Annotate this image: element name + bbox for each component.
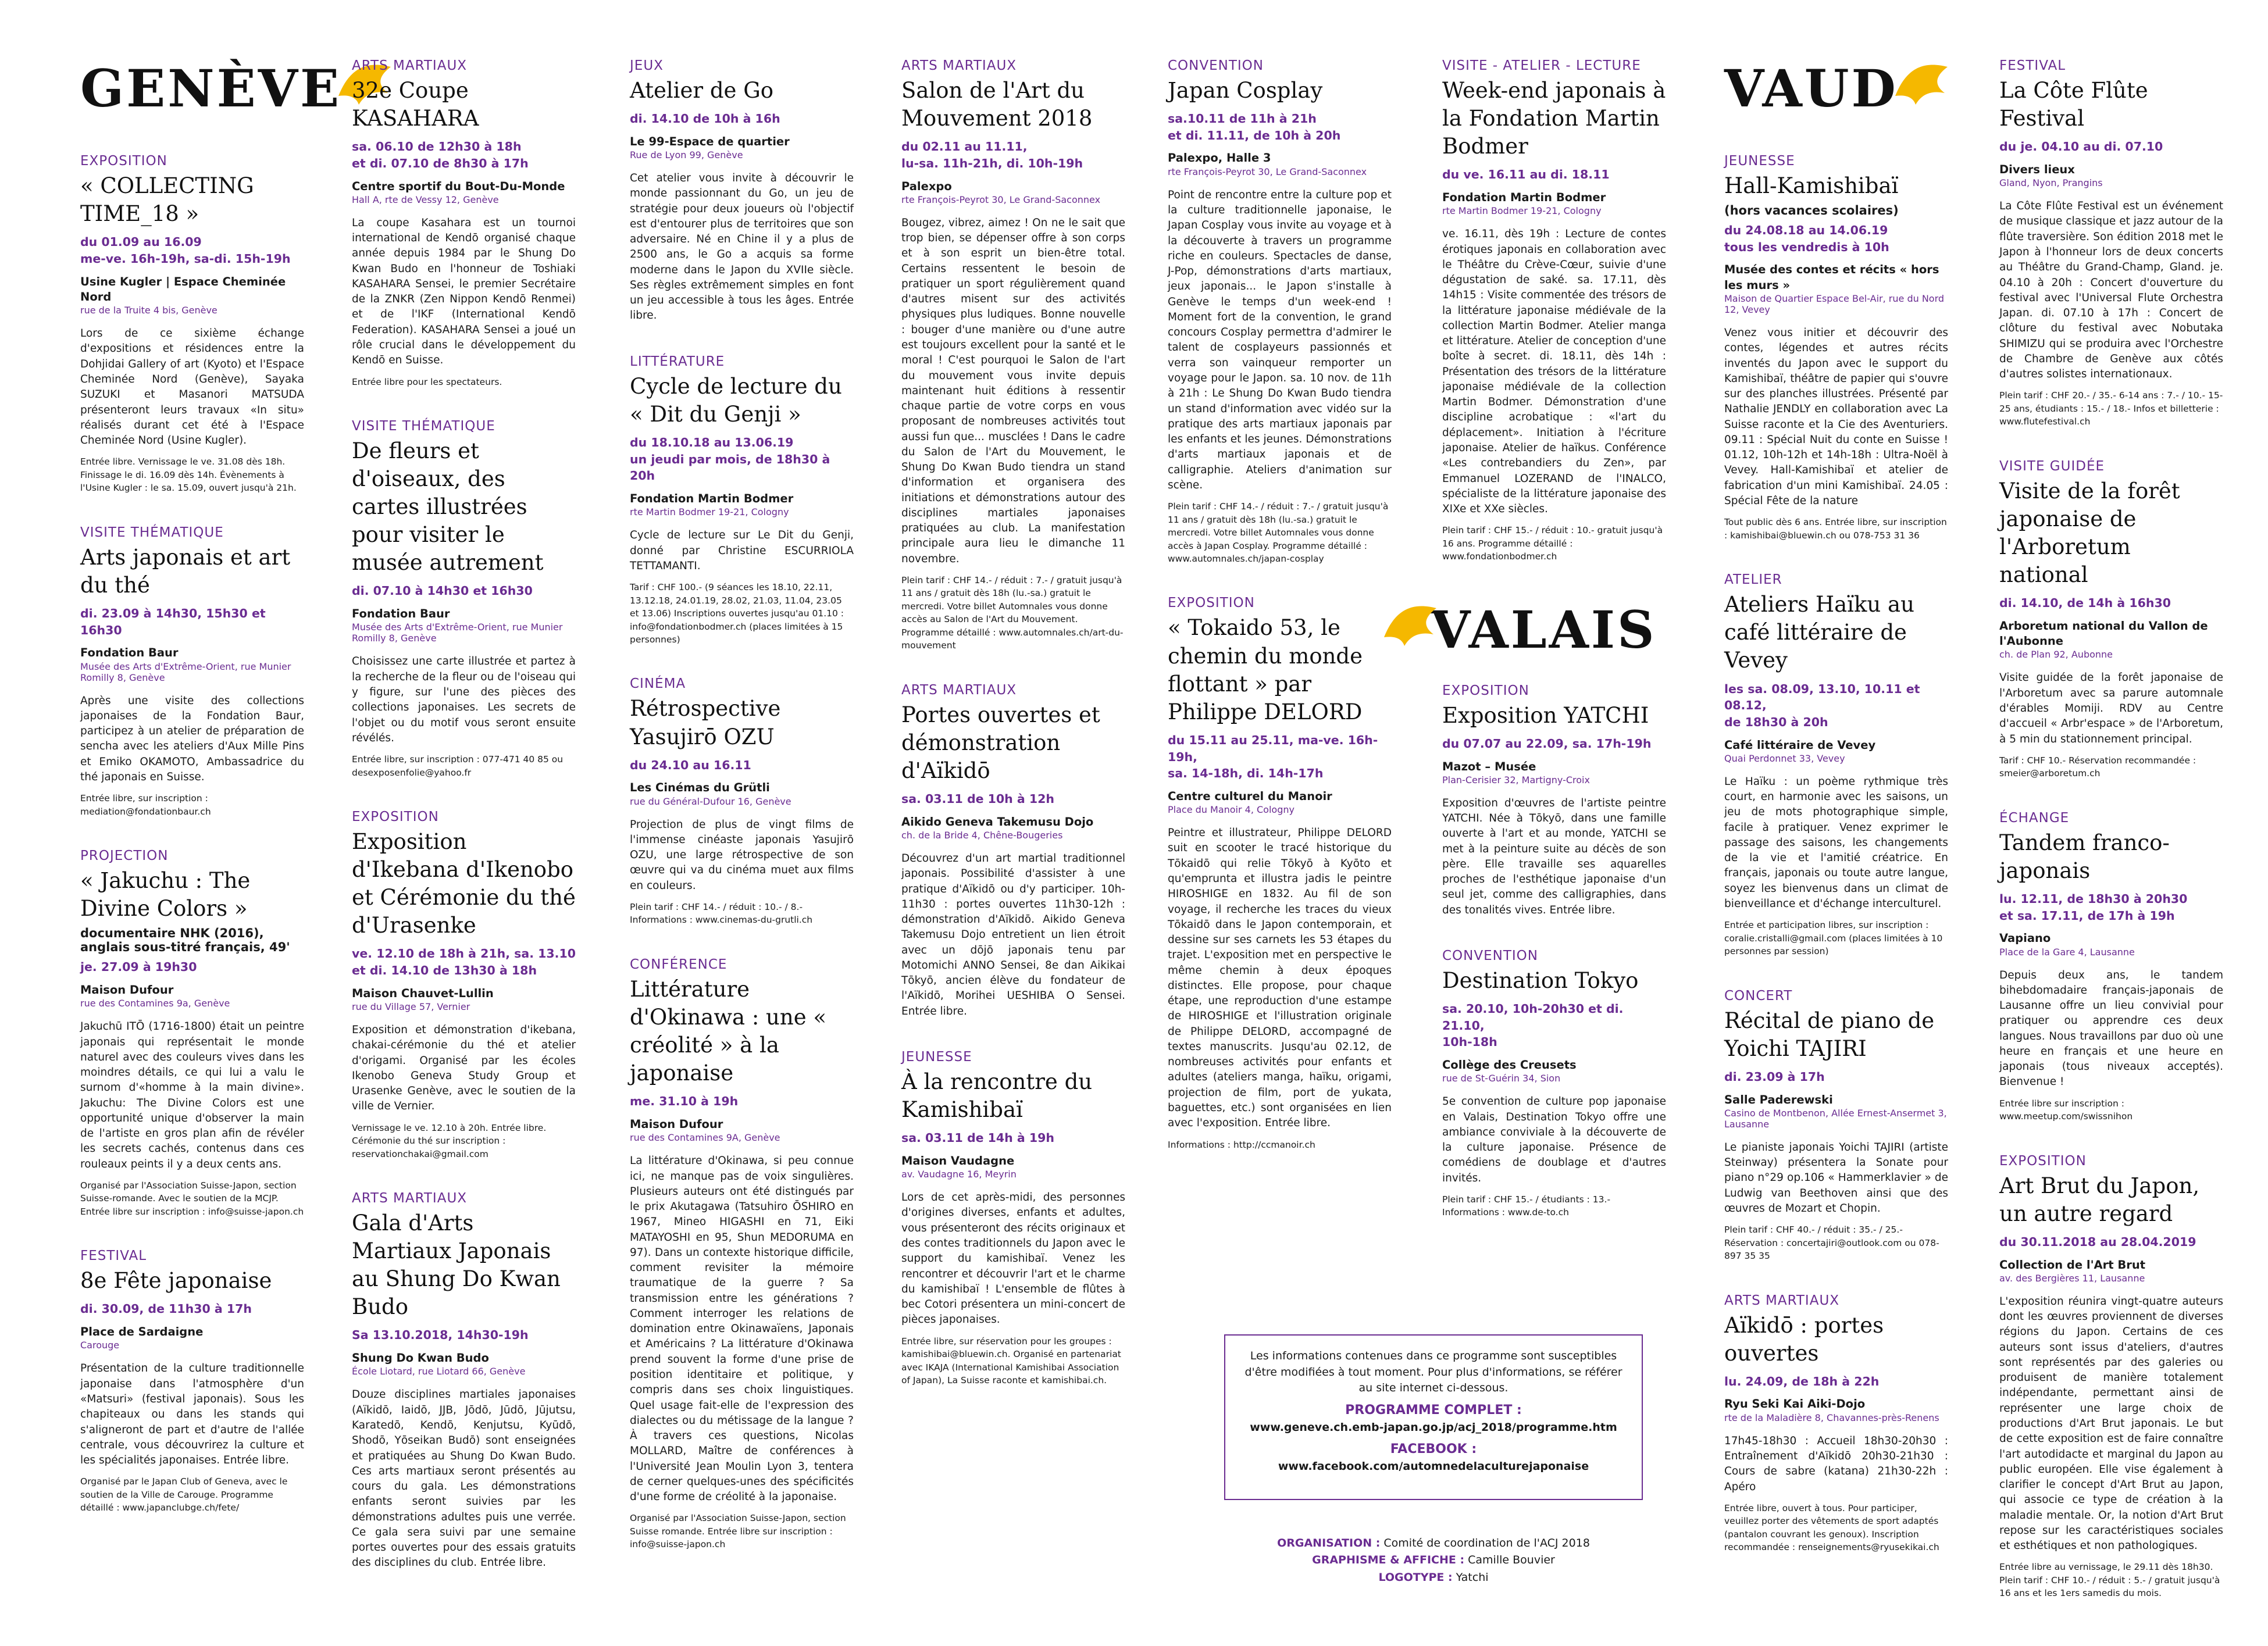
event-venue: Fondation Baur xyxy=(80,646,179,660)
event-venue-block xyxy=(1168,151,1392,177)
event-description: Le pianiste japonais Yoichi TAJIRI (artiste Steinway) présentera la Sonate pour piano n°29 op.106 « Hammerklavier » de Ludwig van Beethoven ainsi que des œuvres de Mozart et Chopin. xyxy=(1724,1141,1948,1215)
program-label: PROGRAMME COMPLET : xyxy=(1345,1402,1522,1418)
event-venue: Usine Kugler | Espace Cheminée Nord xyxy=(80,274,286,304)
event-date: sa. 20.10, 10h-20h30 et di. 21.10, 10h-18h xyxy=(1442,1002,1624,1049)
event-venue-block xyxy=(352,1351,576,1377)
event-title: Art Brut du Japon, un autre regard xyxy=(1999,1173,2200,1226)
event-note: Entrée libre. Vernissage le ve. 31.08 dès 18h. Finissage le di. 16.09 dès 14h. Évènements à l'Usine Kugler : le sa. 15.09, ouvert jusqu'à 21h. xyxy=(80,456,297,494)
event-title: Arts japonais et art du thé xyxy=(80,544,291,598)
column-1 xyxy=(80,58,342,1545)
event-venue-block xyxy=(352,179,576,205)
event-venue: Maison Chauvet-Lullin xyxy=(352,986,494,1000)
event-date: di. 23.09 à 14h30, 15h30 et 16h30 xyxy=(80,606,266,637)
event-category: CONFÉRENCE xyxy=(630,956,728,972)
column-3 xyxy=(630,58,854,1581)
event-subtitle: (hors vacances scolaires) xyxy=(1724,203,1899,218)
event-venue-block xyxy=(352,986,576,1012)
event-date: me. 31.10 à 19h xyxy=(630,1094,739,1109)
event-description: Lors de cet après-midi, des personnes d'origines diverses, enfants et adultes, vous présenteront des récits originaux et des contes traditionnels du Japon avec le support du kamishibaï. Venez les rencontrer et découvrir l'art et le charme du kamishibaï ! L'ensemble de flûtes à bec Cotori présentera un mini-concert de pièces japonaises. xyxy=(901,1191,1125,1326)
event-address: Hall A, rte de Vessy 12, Genève xyxy=(352,194,499,205)
maple-leaf-icon xyxy=(1889,61,1953,108)
event-venue: Musée des contes et récits « hors les murs » xyxy=(1724,263,1939,292)
event-date: sa. 06.10 de 12h30 à 18h et di. 07.10 de 8h30 à 17h xyxy=(352,140,529,170)
event-venue-block xyxy=(1442,190,1666,216)
event-category: ARTS MARTIAUX xyxy=(352,58,468,73)
event-category: LITTÉRATURE xyxy=(630,354,725,369)
event-date: di. 14.10, de 14h à 16h30 xyxy=(1999,596,2171,610)
event-description: Exposition et démonstration d'ikebana, chakai-cérémonie du thé et atelier d'origami. Organisé par les écoles Ikenobo Geneva Study Group et Urasenke Genève, avec le soutien de la ville de Vernier. xyxy=(352,1024,576,1113)
event-block xyxy=(1999,459,2223,780)
event-address: rue de St-Guérin 34, Sion xyxy=(1442,1073,1561,1084)
event-venue-block xyxy=(80,274,304,316)
event-category: JEUNESSE xyxy=(1724,153,1795,169)
event-title: Cycle de lecture du « Dit du Genji » xyxy=(630,373,842,427)
event-note: Plein tarif : CHF 15.- / réduit : 10.- gratuit jusqu'à 16 ans. Programme détaillé : www.fondationbodmer.ch xyxy=(1442,525,1663,562)
event-venue: Ryu Seki Kai Aiki-Dojo xyxy=(1724,1397,1866,1411)
event-title: « Tokaido 53, le chemin du monde flottant » par Philippe DELORD xyxy=(1168,615,1363,724)
event-date: lu. 24.09, de 18h à 22h xyxy=(1724,1374,1880,1388)
event-category: JEUX xyxy=(630,58,664,73)
event-note: Entrée libre au vernissage, le 29.11 dès 18h30. Plein tarif : CHF 10.- / réduit : 5.- / gratuit jusqu'à 16 ans et les 1ers samedis du mois. xyxy=(1999,1562,2220,1599)
event-venue-block xyxy=(630,134,854,160)
event-category: ARTS MARTIAUX xyxy=(1724,1292,1840,1308)
event-venue: Salle Paderewski xyxy=(1724,1092,1833,1106)
event-title: Hall-Kamishibaï xyxy=(1724,173,1899,198)
event-venue: Palexpo, Halle 3 xyxy=(1168,151,1271,165)
event-category: ARTS MARTIAUX xyxy=(352,1191,468,1206)
event-note: Plein tarif : CHF 14.- / réduit : 7.- / gratuit jusqu'à 11 ans / gratuit dès 18h (lu.-sa.) gratuit le mercredi. Votre billet Automnales vous donne accès à Japan Cosplay. Programme détaillé : www.automnales.ch/japan-cosplay xyxy=(1168,501,1389,564)
event-address: rte Martin Bodmer 19-21, Cologny xyxy=(630,506,789,518)
event-date: du 01.09 au 16.09 me-ve. 16h-19h, sa-di. 15h-19h xyxy=(80,235,291,266)
event-block xyxy=(630,58,854,324)
event-block xyxy=(1724,1293,1948,1554)
event-category: FESTIVAL xyxy=(1999,58,2066,73)
events-col-1 xyxy=(80,153,304,1515)
event-address: rue du Village 57, Vernier xyxy=(352,1001,470,1013)
event-venue: Fondation Baur xyxy=(352,607,450,621)
event-description: Visite guidée de la forêt japonaise de l'Arboretum avec sa parure automnale d'érables Momiji. RDV au Centre d'accueil « Arbr'espace » de l'Arboretum, à 5 min du stationnement principal. xyxy=(1999,672,2223,745)
event-venue: Aikido Geneva Takemusu Dojo xyxy=(901,815,1094,829)
event-note: Entrée libre pour les spectateurs. xyxy=(352,376,502,387)
event-venue-block xyxy=(80,983,304,1009)
event-description: Projection de plus de vingt films de l'immense cinéaste japonais Yasujirō OZU, une large rétrospective de son œuvre qui va du cinéma muet aux films en couleurs. xyxy=(630,818,854,892)
event-block xyxy=(352,419,576,779)
event-venue: Les Cinémas du Grütli xyxy=(630,781,770,795)
event-venue-block xyxy=(630,1117,854,1143)
event-title: Littérature d'Okinawa : une « créolité » à la japonaise xyxy=(630,976,827,1086)
event-title: Aïkidō : portes ouvertes xyxy=(1724,1312,1884,1366)
event-block xyxy=(630,676,854,926)
event-title: Atelier de Go xyxy=(630,78,774,103)
event-description: Présentation de la culture traditionnelle japonaise dans l'atmosphère d'un «Matsuri» (festival japonais). Sous les chapiteaux ou dans les stands qui s'aligneront de part et d'autre de l'allée centrale, vous découvrirez la culture et les spécialités japonaises. Entrée libre. xyxy=(80,1362,304,1467)
event-venue: Mazot – Musée xyxy=(1442,759,1536,773)
event-address: rte Martin Bodmer 19-21, Cologny xyxy=(1442,205,1602,217)
event-title: 32e Coupe KASAHARA xyxy=(352,78,479,131)
column-2 xyxy=(352,58,576,1601)
event-address: rte François-Peyrot 30, Le Grand-Saconnex xyxy=(1168,166,1367,177)
event-block xyxy=(630,957,854,1551)
event-venue-block xyxy=(1724,262,1948,315)
event-title: Exposition YATCHI xyxy=(1442,702,1649,728)
event-note: Tarif : CHF 100.- (9 séances les 18.10, 22.11, 13.12.18, 24.01.19, 28.02, 21.03, 11.04, 23.05 et 13.06) Inscriptions ouvertes jusqu'au 01.10 : info@fondationbodmer.ch (places limitées à 15 personnes) xyxy=(630,582,844,645)
event-block xyxy=(80,1248,304,1514)
event-address: av. Vaudagne 16, Meyrin xyxy=(901,1169,1017,1180)
event-note: Plein tarif : CHF 14.- / réduit : 7.- / gratuit jusqu'à 11 ans / gratuit dès 18h (lu.-sa.) gratuit le mercredi. Votre billet Automnales vous donne accès au Salon de l'Art du Mouvement. Programme détaillé : www.automnales.ch/art-du-mouvement xyxy=(901,574,1124,651)
event-venue-block xyxy=(901,1154,1125,1180)
event-venue: Centre culturel du Manoir xyxy=(1168,789,1332,803)
event-address: Quai Perdonnet 33, Vevey xyxy=(1724,752,1845,764)
event-title: Week-end japonais à la Fondation Martin Bodmer xyxy=(1442,78,1666,159)
event-block xyxy=(630,354,854,647)
column-4 xyxy=(901,58,1125,1417)
event-venue: Vapiano xyxy=(1999,931,2051,945)
event-description: Lors de ce sixième échange d'expositions et résidences entre la Dohjidai Gallery of art (Kyoto) et l'Espace Cheminée Nord (Genève), Sayaka SUZUKI et Masanori MATSUDA présenteront leurs travaux «In situ» réalisés durant cet été à l'Espace Cheminée Nord (Usine Kugler). xyxy=(80,327,304,447)
event-venue: Shung Do Kwan Budo xyxy=(352,1351,489,1365)
event-block xyxy=(1724,153,1948,542)
event-block xyxy=(352,58,576,388)
event-address: Rue de Lyon 99, Genève xyxy=(630,149,743,161)
event-address: École Liotard, rue Liotard 66, Genève xyxy=(352,1366,526,1377)
event-date: sa.10.11 de 11h à 21h et di. 11.11, de 10h à 20h xyxy=(1168,112,1341,142)
event-venue-block xyxy=(1724,1092,1948,1130)
event-note: Vernissage le ve. 12.10 à 20h. Entrée libre. Cérémonie du thé sur inscription : reservationchakai@gmail.com xyxy=(352,1122,547,1159)
event-category: EXPOSITION xyxy=(1442,683,1529,698)
event-venue: Collection de l'Art Brut xyxy=(1999,1258,2146,1272)
event-title: Rétrospective Yasujirō OZU xyxy=(630,696,781,749)
event-note: Plein tarif : CHF 15.- / étudiants : 13.- Informations : www.de-to.ch xyxy=(1442,1194,1611,1218)
facebook-label: FACEBOOK : xyxy=(1390,1442,1477,1457)
event-venue-block xyxy=(1999,931,2223,957)
event-date: du je. 04.10 au di. 07.10 xyxy=(1999,140,2163,154)
event-category: VISITE - ATELIER - LECTURE xyxy=(1442,58,1641,73)
event-description: Choisissez une carte illustrée et partez à la recherche de la fleur ou de l'oiseau qui y figure, sur l'une des pièces des collections japonaises. Les secrets de l'objet ou du motif vous seront ensuite révélés. xyxy=(352,655,576,744)
event-venue: Place de Sardaigne xyxy=(80,1325,204,1339)
event-address: rte de la Maladière 8, Chavannes-près-Renens xyxy=(1724,1412,1939,1423)
event-block xyxy=(352,809,576,1161)
event-block xyxy=(1442,948,1666,1219)
event-category: CONVENTION xyxy=(1442,948,1538,963)
event-venue-block xyxy=(630,780,854,806)
event-venue: Centre sportif du Bout-Du-Monde xyxy=(352,179,565,193)
event-date: du 02.11 au 11.11, lu-sa. 11h-21h, di. 10h-19h xyxy=(901,140,1083,170)
event-address: rue des Contamines 9a, Genève xyxy=(80,998,230,1009)
event-address: Musée des Arts d'Extrême-Orient, rue Munier Romilly 8, Genève xyxy=(352,622,563,644)
event-venue: Palexpo xyxy=(901,179,952,193)
event-date: sa. 03.11 de 10h à 12h xyxy=(901,792,1055,806)
event-category: EXPOSITION xyxy=(1168,595,1255,611)
event-title: Portes ouvertes et démonstration d'Aïkidō xyxy=(901,702,1100,783)
event-note: Entrée libre, ouvert à tous. Pour participer, veuillez porter des vêtements de sport adaptés (pantalon couvrant les genoux). Inscription recommandée : renseignements@ryusekikai.ch xyxy=(1724,1502,1939,1553)
column-5 xyxy=(1168,58,1392,1181)
event-description: 5e convention de culture pop japonaise en Valais, Destination Tokyo offre une ambiance conviviale à la découverte de la culture japonaise. Présence de comédiens de doublage et d'autres invités. xyxy=(1442,1095,1666,1184)
info-text: Les informations contenues dans ce programme sont susceptibles d'être modifiées à tout moment. Pour plus d'informations, se référer au site internet ci-dessous. xyxy=(1244,1349,1622,1395)
event-address: ch. de la Bride 4, Chêne-Bougeries xyxy=(901,830,1063,841)
event-venue-block xyxy=(630,491,854,517)
event-title: « Jakuchu : The Divine Colors » xyxy=(80,868,251,922)
event-address: Maison de Quartier Espace Bel-Air, rue du Nord 12, Vevey xyxy=(1724,293,1945,316)
event-description: La coupe Kasahara est un tournoi international de Kendō organisé chaque année depuis 1984 par le Shung Do Kwan Budo en l'honneur de Toshiaki KASAHARA Sensei, le premier Secrétaire de la ZNKR (Zen Nippon Kendō Renmei) et de l'IKF (International Kendō Federation). KASAHARA Sensei a joué un rôle crucial dans le développement du Kendō en Suisse. xyxy=(352,216,576,367)
event-note: Entrée libre, sur inscription : 077-471 40 85 ou desexposenfolie@yahoo.fr xyxy=(352,754,564,778)
event-date: du ve. 16.11 au di. 18.11 xyxy=(1442,167,1610,182)
event-note: Organisé par l'Association Suisse-Japon, section Suisse-romande. Avec le soutien de la MCJP. Entrée libre sur inscription : info@suisse-japon.ch xyxy=(80,1180,304,1217)
event-date: je. 27.09 à 19h30 xyxy=(80,960,197,974)
event-description: Le Haïku : un poème rythmique très court, en harmonie avec les saisons, un jeu de mots photographique simple, facile à pratiquer. Venez exprimer le passage des saisons, les changements de la vie et l'amitié créatrice. En français, japonais ou toute autre langue, soyez les bienvenus dans un climat de bienveillance et d'échange interculturel. xyxy=(1724,775,1948,910)
event-address: rue des Contamines 9A, Genève xyxy=(630,1132,780,1144)
event-venue-block xyxy=(80,1324,304,1351)
event-block xyxy=(1999,58,2223,429)
event-description: Point de rencontre entre la culture pop et la culture traditionnelle japonaise, le Japan Cosplay vous invite au voyage et à la découverte à travers un programme riche en couleurs. Spectacles de danse, J-Pop, démonstrations d'arts martiaux, jeux japonais... le Japon s'installe à Genève le temps d'un week-end ! Moment fort de la convention, le grand concours Cosplay permettra d'admirer le talent de cosplayeurs passionnés et verra son vainqueur remporter un voyage pour le Japon. sa. 10 nov. de 11h à 21h : Le Shung Do Kwan Budo tiendra un stand d'information avec vidéo sur la pratique des arts martiaux japonais par les enfants et les jeunes. Démonstrations d'arts martiaux japonais et de calligraphie. Ateliers d'animation sur scène. xyxy=(1168,188,1392,491)
event-address: Carouge xyxy=(80,1340,120,1351)
event-category: EXPOSITION xyxy=(352,809,439,824)
event-block xyxy=(1442,683,1666,918)
event-block xyxy=(1999,810,2223,1123)
event-description: Cet atelier vous invite à découvrir le monde passionnant du Go, un jeu de stratégie pour deux joueurs où l'objectif est d'entourer plus de territoires que son adversaire. Né en Chine il y a plus de 2500 ans, le Go a acquis sa forme moderne dans le Japon du XVIIe siècle. Ses règles extrêmement simples en font un jeu accessible à tous les âges. Entrée libre. xyxy=(630,172,854,322)
event-title: Tandem franco-japonais xyxy=(1999,830,2170,883)
event-date: lu. 12.11, de 18h30 à 20h30 et sa. 17.11, de 17h à 19h xyxy=(1999,891,2188,923)
event-description: Cycle de lecture sur Le Dit du Genji, donné par Christine ESCURRIOLA TETTAMANTI. xyxy=(630,529,854,572)
event-venue-block xyxy=(1442,1058,1666,1084)
event-venue: Café littéraire de Vevey xyxy=(1724,738,1876,752)
event-subtitle: documentaire NHK (2016), anglais sous-titré français, 49' xyxy=(80,926,290,955)
event-title: Salon de l'Art du Mouvement 2018 xyxy=(901,78,1093,131)
event-description: Jakuchū ITŌ (1716-1800) était un peintre japonais qui représentait le monde naturel avec des couleurs vives dans les moindres détails, ce qui lui a valu le surnom d'«homme à la main divine». Jakuchu: The Divine Colors est une opportunité unique d'observer la main de l'artiste en gros plan afin de révéler les secrets cachés, contenus dans ces rouleaux peints il y a deux cents ans. xyxy=(80,1020,304,1170)
event-block xyxy=(901,683,1125,1019)
event-block xyxy=(1168,595,1392,1151)
event-category: ATELIER xyxy=(1724,572,1782,588)
region-title-geneve: GENÈVE xyxy=(80,58,341,119)
region-title-vaud: VAUD xyxy=(1724,58,1898,119)
event-address: rue du Général-Dufour 16, Genève xyxy=(630,795,791,807)
event-venue-block xyxy=(1724,1397,1948,1423)
event-category: CONCERT xyxy=(1724,988,1793,1004)
event-note: Tout public dès 6 ans. Entrée libre, sur inscription : kamishibai@bluewin.ch ou 078-753 31 36 xyxy=(1724,517,1947,541)
event-category: JEUNESSE xyxy=(901,1049,972,1065)
event-address: Casino de Montbenon, Allée Ernest-Ansermet 3, Lausanne xyxy=(1724,1107,1947,1130)
event-block xyxy=(1724,988,1948,1263)
event-date: di. 07.10 à 14h30 et 16h30 xyxy=(352,584,533,598)
event-note: Entrée libre, sur réservation pour les groupes : kamishibai@bluewin.ch. Organisé en partenariat avec IKAJA (International Kamishibai Association of Japan), La Suisse raconte et kamishibai.ch. xyxy=(901,1336,1121,1386)
event-note: Organisé par l'Association Suisse-Japon, section Suisse romande. Entrée libre sur inscription : info@suisse-japon.ch xyxy=(630,1513,846,1550)
event-title: Japan Cosplay xyxy=(1168,78,1323,103)
event-category: ARTS MARTIAUX xyxy=(901,682,1017,698)
event-category: VISITE GUIDÉE xyxy=(1999,458,2105,474)
program-link[interactable]: www.geneve.ch.emb-japan.go.jp/acj_2018/programme.htm xyxy=(1250,1420,1617,1434)
event-venue-block xyxy=(1724,738,1948,764)
event-block xyxy=(80,525,304,818)
event-date: du 07.07 au 22.09, sa. 17h-19h xyxy=(1442,736,1652,751)
event-date: di. 30.09, de 11h30 à 17h xyxy=(80,1302,252,1316)
event-date: du 15.11 au 25.11, ma-ve. 16h-19h, sa. 14-18h, di. 14h-17h xyxy=(1168,733,1378,781)
event-note: Tarif : CHF 10.- Réservation recommandée : smeier@arboretum.ch xyxy=(1999,755,2196,779)
event-address: av. des Bergières 11, Lausanne xyxy=(1999,1272,2145,1284)
event-date: di. 23.09 à 17h xyxy=(1724,1069,1825,1084)
column-7 xyxy=(1724,58,1948,1584)
event-description: Douze disciplines martiales japonaises (Aïkidō, Iaidō, JJB, Jōdō, Jūdō, Jūjutsu, Karatedō, Kendō, Kenjutsu, Kyūdō, Shodō, Yōseikan Budō) sont enseignées et pratiquées au Shung Do Kwan Budo. Ces arts martiaux seront présentés au cours du gala. Les démonstrations enfants seront suivies par les démonstrations adultes puis une verrée. Ce gala sera suivi par une semaine portes ouvertes pour des essais gratuits des disciplines du club. Entrée libre. xyxy=(352,1388,576,1569)
event-venue: Maison Vaudagne xyxy=(901,1154,1015,1167)
event-venue: Arboretum national du Vallon de l'Aubonne xyxy=(1999,619,2208,648)
event-title: Gala d'Arts Martiaux Japonais au Shung Do Kwan Budo xyxy=(352,1211,561,1320)
event-block xyxy=(352,1191,576,1571)
event-description: Après une visite des collections japonaises de la Fondation Baur, participez à un atelier de préparation de sencha avec les ateliers d'Aux Mille Pins et Emiko OKAMOTO, Ambassadrice du thé japonais en Suisse. xyxy=(80,694,304,783)
event-date: les sa. 08.09, 13.10, 10.11 et 08.12, de 18h30 à 20h xyxy=(1724,681,1920,729)
event-title: 8e Fête japonaise xyxy=(80,1268,272,1294)
event-category: VISITE THÉMATIQUE xyxy=(352,419,495,434)
event-note: Entrée libre sur inscription : www.meetup.com/swissnihon xyxy=(1999,1098,2133,1122)
column-8 xyxy=(1999,58,2223,1630)
event-venue: Divers lieux xyxy=(1999,162,2075,176)
event-venue-block xyxy=(901,815,1125,841)
event-block xyxy=(80,153,304,495)
event-venue: Maison Dufour xyxy=(630,1117,723,1131)
event-description: La littérature d'Okinawa, si peu connue ici, ne manque pas de voix singulières. Plusieurs auteurs ont été distingués par le prix Akutagawa (Tatsuhiro ŌSHIRO en 1967, Mineo HIGASHI en 71, Eiki MATAYOSHI en 95, Shun MEDORUMA en 97). Dans un contexte historique difficile, comment revisiter la mémoire traumatique de la guerre ? Sa transmission entre les générations ? Comment interroger les relations de domination entre Okinawaïens, Japonais et Américains ? La littérature d'Okinawa prend souvent la forme d'une prise de position identitaire et politique, y compris dans ses choix linguistiques. Quel usage fait-elle de l'expression des dialectes ou du métissage de la langue ? À travers ces questions, Nicolas MOLLARD, Maître de conférences à l'Université Jean Moulin Lyon 3, tentera de cerner quelques-unes des spécificités d'une forme de créolité à la japonaise. xyxy=(630,1155,854,1504)
event-block xyxy=(1442,58,1666,563)
event-block xyxy=(901,58,1125,652)
event-block xyxy=(1168,58,1392,565)
event-note: Entrée libre, sur inscription : mediation@fondationbaur.ch xyxy=(80,793,211,817)
event-date: du 24.10 au 16.11 xyxy=(630,758,751,772)
event-description: L'exposition réunira vingt-quatre auteurs dont les œuvres proviennent de diverses régions du Japon. Certains de ces auteurs sont issus d'ateliers, d'autres sont représentés par des galeries ou produisent de manière totalement indépendante, permettant ainsi de représenter une large choix de productions d'Art Brut japonais. Le but de cette exposition est de faire connaître l'art autodidacte et marginal du Japon au public européen. Elle vise également à clarifier le concept d'Art Brut au Japon, qui associe ce type de création à la maladie mentale. Or, la notion d'Art Brut repose sur les caractéristiques sociales et esthétiques et non pathologiques. xyxy=(1999,1295,2223,1552)
event-note: Organisé par le Japan Club of Geneva, avec le soutien de la Ville de Carouge. Programme détaillé : www.japanclubge.ch/fete/ xyxy=(80,1476,288,1513)
event-venue-block xyxy=(1999,619,2223,660)
event-title: « COLLECTING TIME_18 » xyxy=(80,173,254,227)
event-title: La Côte Flûte Festival xyxy=(1999,78,2148,131)
event-category: VISITE THÉMATIQUE xyxy=(80,524,224,540)
event-title: De fleurs et d'oiseaux, des cartes illustrées pour visiter le musée autrement xyxy=(352,438,544,576)
event-venue: Collège des Creusets xyxy=(1442,1058,1577,1072)
event-block xyxy=(80,848,304,1218)
event-block xyxy=(1724,572,1948,958)
maple-leaf-icon xyxy=(1378,602,1442,649)
event-description: ve. 16.11, dès 19h : Lecture de contes érotiques japonais en collaboration avec le Théâtre du Crève-Cœur, suivie d'une dégustation de saké. sa. 17.11, dès 14h15 : Visite commentée des trésors de la littérature japonaise médiévale de la collection Martin Bodmer. Atelier manga et littérature. Atelier de conception d'une boîte à secret. di. 18.11, dès 14h : Présentation des trésors de la littérature japonaise médiévale de la collection Martin Bodmer. Démonstration d'une discipline acrobatique : «l'art du déplacement». Initiation à l'écriture japonaise. Atelier de haïkus. Conférence «Les contrebandiers du Zen», par Emmanuel LOZERAND de l'INALCO, spécialiste de la littérature japonaise des XIXe et XXe siècles. xyxy=(1442,228,1666,516)
event-address: Place du Manoir 4, Cologny xyxy=(1168,804,1295,816)
event-title: Exposition d'Ikebana d'Ikenobo et Cérémonie du thé d'Urasenke xyxy=(352,829,576,938)
event-date: du 18.10.18 au 13.06.19 un jeudi par mois, de 18h30 à 20h xyxy=(630,435,830,483)
event-block xyxy=(901,1049,1125,1387)
event-title: À la rencontre du Kamishibaï xyxy=(901,1069,1093,1123)
event-address: Gland, Nyon, Prangins xyxy=(1999,177,2103,189)
event-category: EXPOSITION xyxy=(80,153,167,169)
facebook-link[interactable]: www.facebook.com/automnedelaculturejaponaise xyxy=(1278,1459,1589,1473)
column-6 xyxy=(1431,58,1666,1249)
event-venue-block xyxy=(901,179,1125,205)
event-venue: Fondation Martin Bodmer xyxy=(630,492,794,505)
credits: ORGANISATION : Comité de coordination de l'ACJ 2018 GRAPHISME & AFFICHE : Camille Bouvier LOGOTYPE : Yatchi xyxy=(1277,1537,1590,1584)
event-description: Peintre et illustrateur, Philippe DELORD suit en scooter le tracé historique du Tōkaidō qui relie Tōkyō à Kyōto et qu'emprunta et illustra jadis le peintre HIROSHIGE en 1832. Au fil de son voyage, il recherche les traces du vieux Tōkaidō dans le Japon contemporain, et dessine sur ses carnets les 53 étapes du trajet. L'exposition met en perspective le même chemin à deux époques distinctes. Elle propose, pour chaque étape, une reproduction d'une estampe de HIROSHIGE et l'illustration originale de Philippe DELORD, accompagné de textes manuscrits. Jusqu'au 02.12, de nombreuses activités pour enfants et adultes (ateliers manga, haïku, origami, projection de film, port de yukata, baguettes, etc.) sont organisées en lien avec l'exposition. Entrée libre. xyxy=(1168,827,1392,1130)
info-box xyxy=(1224,1334,1643,1500)
event-date: ve. 12.10 de 18h à 21h, sa. 13.10 et di. 14.10 de 13h30 à 18h xyxy=(352,947,576,978)
event-venue-block xyxy=(352,606,576,644)
event-venue-block xyxy=(1442,759,1666,785)
event-category: CINÉMA xyxy=(630,676,686,692)
event-date: Sa 13.10.2018, 14h30-19h xyxy=(352,1328,529,1342)
region-title-valais: VALAIS xyxy=(1431,599,1657,660)
event-note: Plein tarif : CHF 40.- / réduit : 35.- / 25.- Réservation : concertajiri@outlook.com ou 078-897 35 35 xyxy=(1724,1224,1939,1262)
event-description: Venez vous initier et découvrir des contes, légendes et autres récits inventés du Japon avec le support du Kamishibaï, théâtre de papier qui s'ouvre sur des planches illustrées. Présenté par Nathalie JENDLY en collaboration avec La Suisse raconte et la Cie des Aventuriers. 09.11 : Spécial Nuit du conte en Suisse ! 01.12, 10h-12h et 14h-18h : Ultra-Noël à Vevey. Hall-Kamishibaï et atelier de fabrication d'un mini Kamishibaï. 24.05 : Spécial Fête de la nature xyxy=(1724,327,1948,508)
event-category: PROJECTION xyxy=(80,848,169,864)
event-note: Plein tarif : CHF 20.- / 35.- 6-14 ans : 7.- / 10.- 15-25 ans, étudiants : 15.- / 18.- Infos et billetterie : www.flutefestival.ch xyxy=(1999,390,2223,427)
event-description: 17h45-18h30 : Accueil 18h30-20h30 : Entraînement d'Aïkidō 20h30-21h30 : Cours de sabre (katana) 21h30-22h : Apéro xyxy=(1724,1434,1948,1493)
event-description: Exposition d'œuvres de l'artiste peintre YATCHI. Née à Tōkyō, dans une famille ouverte à l'art et au monde, YATCHI se met à la peinture suite au décès de son père. Elle travaille ses aquarelles proches de l'esthétique japonaise d'un seul jet, comme des calligraphies, dans des tonalités vives. Entrée libre. xyxy=(1442,797,1666,916)
event-note: Plein tarif : CHF 14.- / réduit : 10.- / 8.- Informations : www.cinemas-du-grutli.ch xyxy=(630,901,813,926)
event-description: Bougez, vibrez, aimez ! On ne le sait que trop bien, se dépenser offre à son corps et à son esprit un bien-être total. Certains ressentent le besoin de pratiquer un sport régulièrement quand d'autres misent sur des activités physiques plus ludiques. Bonne nouvelle : bouger d'une manière ou d'une autre est toujours excellent pour la santé et le moral ! C'est pourquoi le Salon de l'art du mouvement vous invite depuis maintenant huit éditions à ressentir chaque partie de votre corps en vous proposant de nombreuses activités tout aussi fun que... musclées ! Dans le cadre du Salon de l'Art du Mouvement, le Shung Do Kwan Budo tiendra un stand d'information et organisera des initiations et démonstrations autour des disciplines martiales japonaises pratiquées au club. La manifestation principale aura lieu le dimanche 11 novembre. xyxy=(901,216,1125,565)
event-date: di. 14.10 de 10h à 16h xyxy=(630,112,780,126)
event-category: FESTIVAL xyxy=(80,1248,147,1264)
event-note: Entrée et participation libres, sur inscription : coralie.cristalli@gmail.com (places limitées à 10 personnes par session) xyxy=(1724,920,1943,957)
event-title: Récital de piano de Yoichi TAJIRI xyxy=(1724,1008,1935,1061)
event-date: du 24.08.18 au 14.06.19 tous les vendredis à 10h xyxy=(1724,223,1889,254)
event-note: Informations : http://ccmanoir.ch xyxy=(1168,1139,1315,1150)
event-address: ch. de Plan 92, Aubonne xyxy=(1999,649,2113,660)
event-block xyxy=(1999,1154,2223,1600)
event-venue: Fondation Martin Bodmer xyxy=(1442,190,1606,204)
event-title: Visite de la forêt japonaise de l'Arboretum national xyxy=(1999,478,2180,588)
event-description: Depuis deux ans, le tandem bihebdomadaire français-japonais de Lausanne offre un lieu convivial pour pratiquer ou apprendre ces deux langues. Nous travaillons par duo où une heure en français et une heure en japonais (tous niveaux acceptés). Bienvenue ! xyxy=(1999,969,2223,1088)
event-description: La Côte Flûte Festival est un événement de musique classique et jazz autour de la flûte traversière. Son édition 2018 met le Japon à l'honneur lors de deux concerts au Théâtre du Grand-Champ, Gland. je. 04.10 à 20h : Concert d'ouverture du festival avec l'Universal Flute Orchestra Japan. di. 07.10 à 17h : Concert de clôture du festival avec Nobutaka SHIMIZU qui se produira avec l'Orchestre de Chambre de Genève aux côtés d'autres solistes internationaux. xyxy=(1999,200,2223,381)
event-title: Destination Tokyo xyxy=(1442,967,1639,993)
event-venue: Maison Dufour xyxy=(80,983,174,997)
event-address: Musée des Arts d'Extrême-Orient, rue Munier Romilly 8, Genève xyxy=(80,660,291,683)
event-date: du 30.11.2018 au 28.04.2019 xyxy=(1999,1234,2196,1249)
event-address: Plan-Cerisier 32, Martigny-Croix xyxy=(1442,774,1590,785)
event-address: rue de la Truite 4 bis, Genève xyxy=(80,305,217,316)
event-category: EXPOSITION xyxy=(1999,1153,2087,1169)
event-description: Découvrez d'un art martial traditionnel japonais. Possibilité d'assister à une pratique d'Aïkidō ou d'y participer. 10h-11h30 : portes ouvertes 11h30-12h : démonstration d'Aïkidō. Aikido Geneva Takemusu Dojo entretient un lien étroit avec un dōjō japonais tenu par Motomichi ANNO Sensei, 8e dan Aikikai Tōkyō, ancien élève du fondateur de l'Aïkidō, Morihei UESHIBA O Sensei. Entrée libre. xyxy=(901,852,1125,1017)
event-category: ÉCHANGE xyxy=(1999,810,2070,826)
event-venue-block xyxy=(1999,162,2223,188)
event-category: CONVENTION xyxy=(1168,58,1264,73)
event-date: sa. 03.11 de 14h à 19h xyxy=(901,1131,1055,1145)
event-venue-block xyxy=(1168,789,1392,815)
event-venue-block xyxy=(1999,1258,2223,1284)
event-address: rte François-Peyrot 30, Le Grand-Saconnex xyxy=(901,194,1101,205)
event-title: Ateliers Haïku au café littéraire de Vevey xyxy=(1724,592,1914,673)
event-venue-block xyxy=(80,645,304,683)
event-address: Place de la Gare 4, Lausanne xyxy=(1999,946,2135,958)
event-category: ARTS MARTIAUX xyxy=(901,58,1017,73)
event-venue: Le 99-Espace de quartier xyxy=(630,134,790,148)
